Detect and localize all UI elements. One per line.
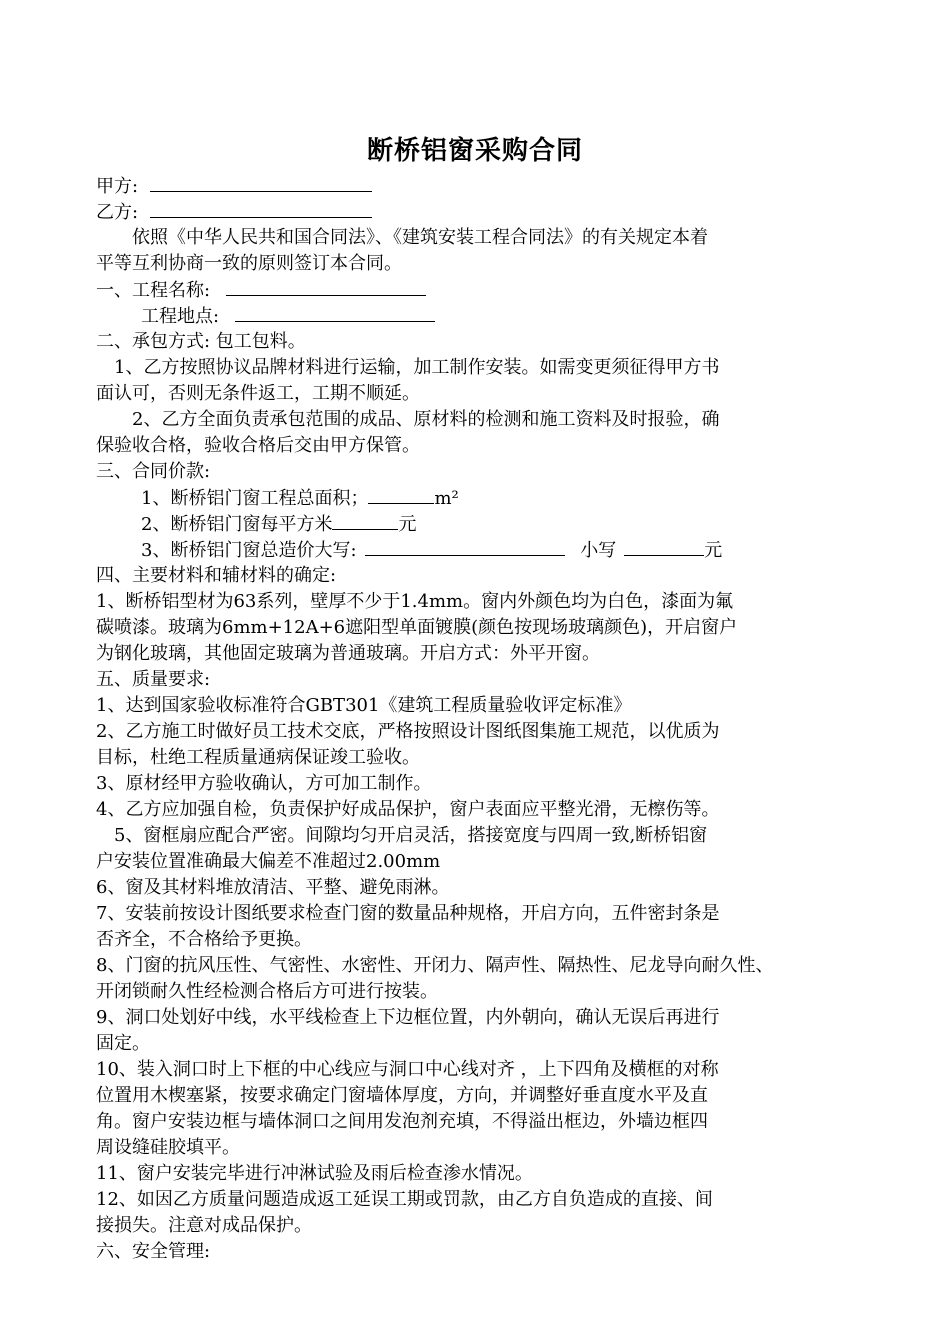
- total-words-blank: [365, 537, 565, 556]
- clause-line: 1、断桥铝型材为63系列，壁厚不少于1.4mm。窗内外颜色均为白色，漆面为氟: [96, 591, 734, 612]
- intro-line: 平等互利协商一致的原则签订本合同。: [96, 253, 402, 274]
- document-title: 断桥铝窗采购合同: [366, 136, 583, 166]
- area-blank: [368, 485, 434, 504]
- project-site-blank: [235, 303, 435, 322]
- contract-body: [96, 173, 852, 1265]
- intro-line: 依照《中华人民共和国合同法》、《建筑安装工程合同法》的有关规定本着: [132, 227, 708, 248]
- clause-line: 目标，杜绝工程质量通病保证竣工验收。: [96, 747, 420, 768]
- clause-line: 位置用木楔塞紧，按要求确定门窗墙体厚度，方向，并调整好垂直度水平及直: [96, 1085, 708, 1106]
- party-b-label: 乙方:: [96, 202, 139, 223]
- party-a-label: 甲方:: [96, 176, 139, 197]
- section-heading: 五、质量要求:: [96, 669, 211, 690]
- total-figures-blank: [624, 537, 704, 556]
- clause-line: 面认可，否则无条件返工，工期不顺延。: [96, 383, 420, 404]
- section-heading: 二、承包方式: 包工包料。: [96, 331, 306, 352]
- project-site-line: [96, 303, 852, 329]
- area-unit: m²: [434, 488, 459, 509]
- section-heading: 三、合同价款:: [96, 461, 211, 482]
- clause-line: 否齐全，不合格给予更换。: [96, 929, 312, 950]
- clause-line: 5、窗框扇应配合严密。间隙均匀开启灵活，搭接宽度与四周一致,断桥铝窗: [114, 825, 708, 846]
- clause-line: 2、乙方全面负责承包范围的成品、原材料的检测和施工资料及时报验，确: [132, 409, 720, 430]
- total-small-label: 小写: [580, 540, 617, 561]
- clause-line: 4、乙方应加强自检，负责保护好成品保护，窗户表面应平整光滑，无檫伤等。: [96, 799, 720, 820]
- unit-price-label: 2、断桥铝门窗每平方米: [141, 514, 333, 535]
- clause-line: 8、门窗的抗风压性、气密性、水密性、开闭力、隔声性、隔热性、尼龙导向耐久性、: [96, 955, 774, 976]
- clause-line: 1、达到国家验收标准符合GBT301《建筑工程质量验收评定标准》: [96, 695, 632, 716]
- section-heading: 六、安全管理:: [96, 1241, 211, 1262]
- project-name-label: 一、工程名称:: [96, 280, 211, 301]
- project-site-label: 工程地点:: [141, 306, 220, 327]
- clause-line: 3、原材经甲方验收确认，方可加工制作。: [96, 773, 432, 794]
- price-line-unit: [96, 511, 852, 537]
- clause-line: 保验收合格，验收合格后交由甲方保管。: [96, 435, 420, 456]
- clause-line: 开闭锁耐久性经检测合格后方可进行按装。: [96, 981, 438, 1002]
- clause-line: 角。窗户安装边框与墙体洞口之间用发泡剂充填，不得溢出框边，外墙边框四: [96, 1111, 708, 1132]
- total-label: 3、断桥铝门窗总造价大写:: [141, 540, 357, 561]
- clause-line: 为钢化玻璃，其他固定玻璃为普通玻璃。开启方式：外平开窗。: [96, 643, 600, 664]
- clause-line: 7、安装前按设计图纸要求检查门窗的数量品种规格，开启方向，五件密封条是: [96, 903, 720, 924]
- clause-line: 6、窗及其材料堆放清洁、平整、避免雨淋。: [96, 877, 450, 898]
- area-label: 1、断桥铝门窗工程总面积；: [141, 488, 369, 509]
- price-line-area: [96, 485, 852, 511]
- total-unit: 元: [704, 540, 723, 561]
- price-line-total: [96, 537, 852, 563]
- clause-line: 固定。: [96, 1033, 150, 1054]
- clause-line: 户安装位置准确最大偏差不准超过2.00mm: [96, 851, 441, 872]
- clause-line: 9、洞口处划好中线，水平线检查上下边框位置，内外朝向，确认无误后再进行: [96, 1007, 720, 1028]
- project-name-line: [96, 277, 852, 303]
- party-a-blank: [150, 173, 372, 192]
- clause-line: 碳喷漆。玻璃为6mm+12A+6遮阳型单面镀膜(颜色按现场玻璃颜色)，开启窗户: [96, 617, 738, 638]
- clause-line: 12、如因乙方质量问题造成返工延误工期或罚款，由乙方自负造成的直接、间: [96, 1189, 713, 1210]
- clause-line: 周设缝硅胶填平。: [96, 1137, 240, 1158]
- party-a-line: [96, 173, 852, 199]
- project-name-blank: [226, 277, 426, 296]
- party-b-blank: [150, 199, 372, 218]
- clause-line: 接损失。注意对成品保护。: [96, 1215, 312, 1236]
- unit-price-unit: 元: [398, 514, 417, 535]
- unit-price-blank: [332, 511, 398, 530]
- clause-line: 11、窗户安装完毕进行冲淋试验及雨后检查渗水情况。: [96, 1163, 533, 1184]
- clause-line: 1、乙方按照协议品牌材料进行运输，加工制作安装。如需变更须征得甲方书: [114, 357, 720, 378]
- section-heading: 四、主要材料和辅材料的确定:: [96, 565, 337, 586]
- party-b-line: [96, 199, 852, 225]
- clause-line: 2、乙方施工时做好员工技术交底，严格按照设计图纸图集施工规范，以优质为: [96, 721, 720, 742]
- clause-line: 10、装入洞口时上下框的中心线应与洞口中心线对齐 ，上下四角及横框的对称: [96, 1059, 719, 1080]
